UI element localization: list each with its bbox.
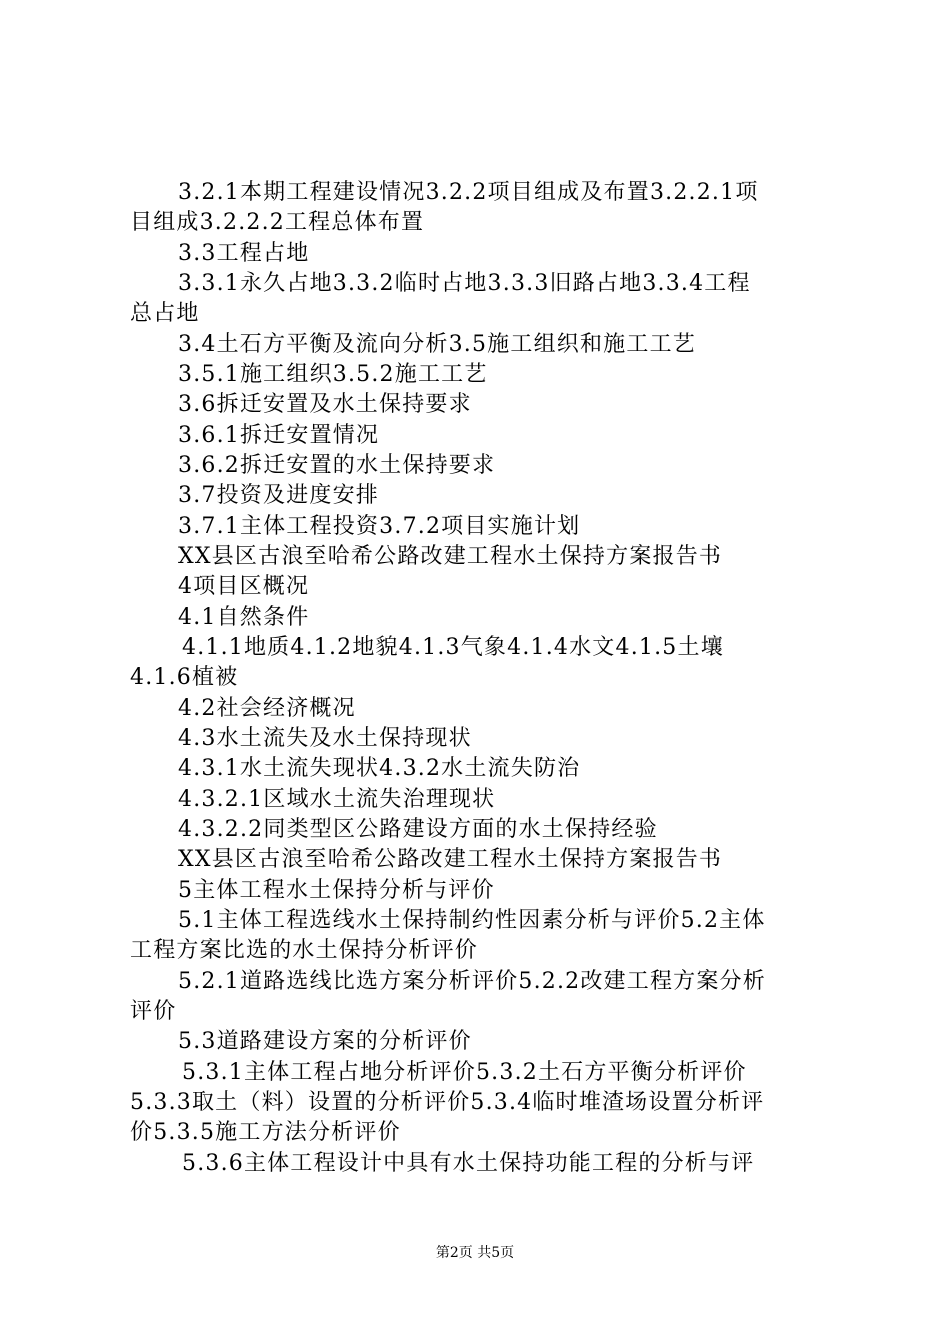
text-line: 4.3.2.1区域水土流失治理现状 — [178, 787, 496, 812]
text-line: 5.3.6主体工程设计中具有水土保持功能工程的分析与评 — [182, 1151, 755, 1176]
text-line: 价5.3.5施工方法分析评价 — [130, 1120, 401, 1145]
text-line: 3.2.1本期工程建设情况3.2.2项目组成及布置3.2.2.1项 — [178, 180, 759, 205]
text-line: 3.7投资及进度安排 — [178, 483, 379, 508]
text-line: 5.1主体工程选线水土保持制约性因素分析与评价5.2主体 — [178, 908, 766, 933]
text-line: 4.3水土流失及水土保持现状 — [178, 726, 472, 751]
text-line: 5.3道路建设方案的分析评价 — [178, 1029, 472, 1054]
text-line: 4.1自然条件 — [178, 605, 310, 630]
text-line: 目组成3.2.2.2工程总体布置 — [130, 210, 425, 235]
text-line: 3.3.1永久占地3.3.2临时占地3.3.3旧路占地3.3.4工程 — [178, 271, 751, 296]
text-line: 工程方案比选的水土保持分析评价 — [130, 938, 479, 963]
text-line: 5.2.1道路选线比选方案分析评价5.2.2改建工程方案分析 — [178, 969, 766, 994]
text-line: 总占地 — [130, 301, 200, 326]
text-line: 评价 — [130, 999, 177, 1024]
text-line: 4.2社会经济概况 — [178, 696, 356, 721]
text-line: 3.6.1拆迁安置情况 — [178, 423, 380, 448]
text-line: 3.7.1主体工程投资3.7.2项目实施计划 — [178, 514, 581, 539]
text-line: 5.3.1主体工程占地分析评价5.3.2土石方平衡分析评价 — [182, 1060, 747, 1085]
text-line: 4.3.2.2同类型区公路建设方面的水土保持经验 — [178, 817, 658, 842]
text-line: 4.3.1水土流失现状4.3.2水土流失防治 — [178, 756, 581, 781]
text-line: 4.1.6植被 — [130, 665, 239, 690]
text-line: 3.6拆迁安置及水土保持要求 — [178, 392, 472, 417]
text-line: 3.5.1施工组织3.5.2施工工艺 — [178, 362, 488, 387]
text-line: 4项目区概况 — [178, 574, 310, 599]
text-line: 5主体工程水土保持分析与评价 — [178, 878, 495, 903]
text-line: 5.3.3取土（料）设置的分析评价5.3.4临时堆渣场设置分析评 — [130, 1090, 765, 1115]
document-header-line: XX县区古浪至哈希公路改建工程水土保持方案报告书 — [178, 544, 723, 569]
page-number-footer: 第2页 共5页 — [435, 1245, 515, 1261]
text-line: 4.1.1地质4.1.2地貌4.1.3气象4.1.4水文4.1.5土壤 — [182, 635, 724, 660]
text-line: 3.3工程占地 — [178, 241, 310, 266]
document-header-line: XX县区古浪至哈希公路改建工程水土保持方案报告书 — [178, 847, 723, 872]
text-line: 3.4土石方平衡及流向分析3.5施工组织和施工工艺 — [178, 332, 696, 357]
text-line: 3.6.2拆迁安置的水土保持要求 — [178, 453, 496, 478]
